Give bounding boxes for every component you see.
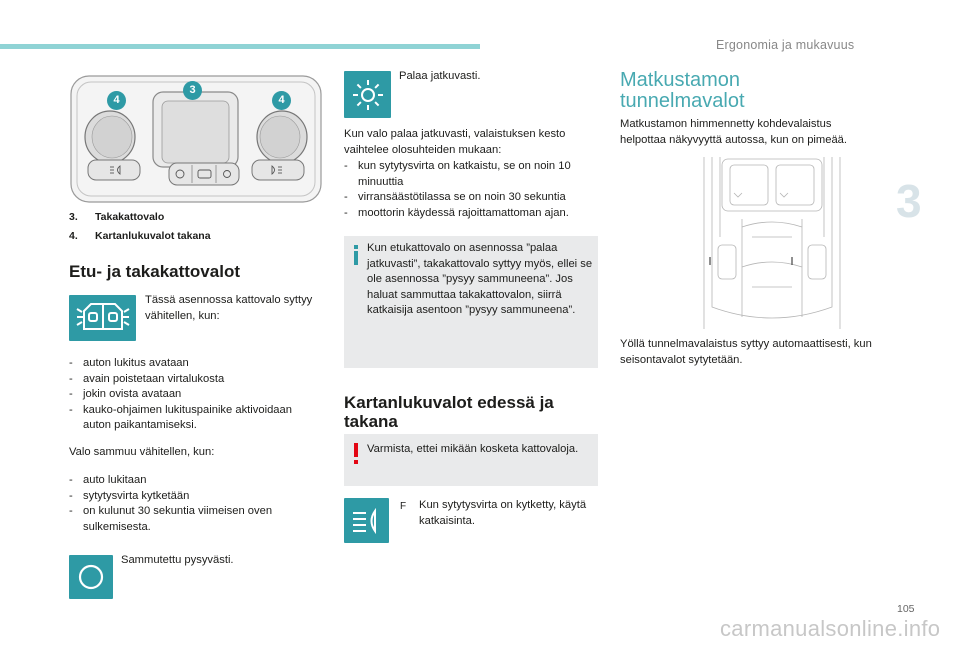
list-item: - avain poistetaan virtalukosta — [69, 372, 319, 388]
caption-number: 4. — [69, 230, 78, 242]
callout-3: 3 — [183, 81, 202, 100]
off-circle-icon — [76, 562, 106, 592]
off-mode-description: Sammutettu pysyvästi. — [121, 554, 234, 566]
chapter-number: 3 — [896, 175, 922, 227]
on-conditions-list — [69, 356, 319, 434]
ambient-auto-description: Yöllä tunnelmavalaistus syttyy automaattisesti, kun seisontavalot sytytetään. — [620, 338, 872, 366]
caption-3 — [69, 210, 164, 225]
callout-4-right: 4 — [272, 91, 291, 110]
off-conditions-list — [69, 473, 319, 535]
door-mode-description: Tässä asennossa kattovalo syttyy vähitellen, kun: — [145, 294, 313, 322]
header-accent-bar — [0, 44, 480, 49]
list-item: - moottorin käydessä rajoittamattoman ajan. — [344, 206, 596, 222]
info-note — [344, 236, 598, 368]
list-item: - auton lukitus avataan — [69, 356, 319, 372]
ambient-title-line1: Matkustamon — [620, 69, 741, 91]
caption-number: 3. — [69, 211, 78, 223]
always-on-icon-box — [344, 71, 391, 118]
ceiling-light-figure — [70, 75, 322, 203]
caption-text: Kartanlukuvalot takana — [95, 230, 211, 242]
list-item: - jokin ovista avataan — [69, 387, 319, 403]
list-item: - kauko-ohjaimen lukituspainike aktivoidaan auton paikantamiseksi. — [69, 403, 319, 434]
off-intro: Valo sammuu vähitellen, kun: — [69, 446, 215, 458]
ambient-title-line2: tunnelmavalot — [620, 90, 745, 112]
page-number: 105 — [897, 603, 915, 615]
map-light-icon — [351, 507, 383, 535]
info-note-text: Kun etukattovalo on asennossa ”palaa jatkuvasti”, takakattovalo syttyy myös, ellei se ole asennossa ”pysyy sammuneena”. Jos haluat sammuttaa takakattovalon, siirrä katkaisija asentoon ”pysyy sammuneena”. — [367, 242, 593, 317]
list-item: - auto lukitaan — [69, 473, 319, 489]
section-title: Ergonomia ja mukavuus — [716, 38, 855, 52]
list-item: - sytytysvirta kytketään — [69, 489, 319, 505]
warning-note — [344, 434, 598, 486]
callout-4-left: 4 — [107, 91, 126, 110]
ambient-intro: Matkustamon himmennetty kohdevalaistus helpottaa näkyvyyttä autossa, kun on pimeää. — [620, 118, 848, 146]
warning-note-text: Varmista, ettei mikään kosketa kattovaloja. — [367, 443, 579, 455]
section-heading-ceiling-lights: Etu- ja takakattovalot — [69, 262, 240, 281]
duration-intro: Kun valo palaa jatkuvasti, valaistuksen kesto vaihtelee olosuhteiden mukaan: — [344, 128, 566, 156]
ambient-light-figure — [682, 157, 862, 329]
always-on-description: Palaa jatkuvasti. — [399, 70, 481, 82]
caption-text: Takakattovalo — [95, 211, 165, 223]
list-item: - on kulunut 30 sekuntia viimeisen oven sulkemisesta. — [69, 504, 319, 535]
watermark: carmanualsonline.info — [720, 616, 941, 641]
door-mode-icon-box — [69, 295, 136, 341]
list-item: - virransäästötilassa se on noin 30 sekuntia — [344, 190, 596, 206]
info-icon — [352, 245, 360, 265]
duration-list — [344, 159, 596, 221]
action-bullet: F — [400, 501, 407, 512]
ambient-light-illustration — [682, 157, 862, 329]
off-mode-icon-box — [69, 555, 113, 599]
caption-4 — [69, 229, 211, 244]
warning-icon — [352, 443, 360, 465]
map-light-icon-box — [344, 498, 389, 543]
door-light-icon — [74, 299, 132, 337]
list-item: - kun sytytysvirta on katkaistu, se on noin 10 minuuttia — [344, 159, 596, 190]
map-lights-instruction: Kun sytytysvirta on kytketty, käytä katkaisinta. — [419, 499, 587, 527]
section-heading-map-lights: Kartanlukuvalot edessä ja takana — [344, 393, 554, 431]
sun-light-icon — [351, 78, 385, 112]
